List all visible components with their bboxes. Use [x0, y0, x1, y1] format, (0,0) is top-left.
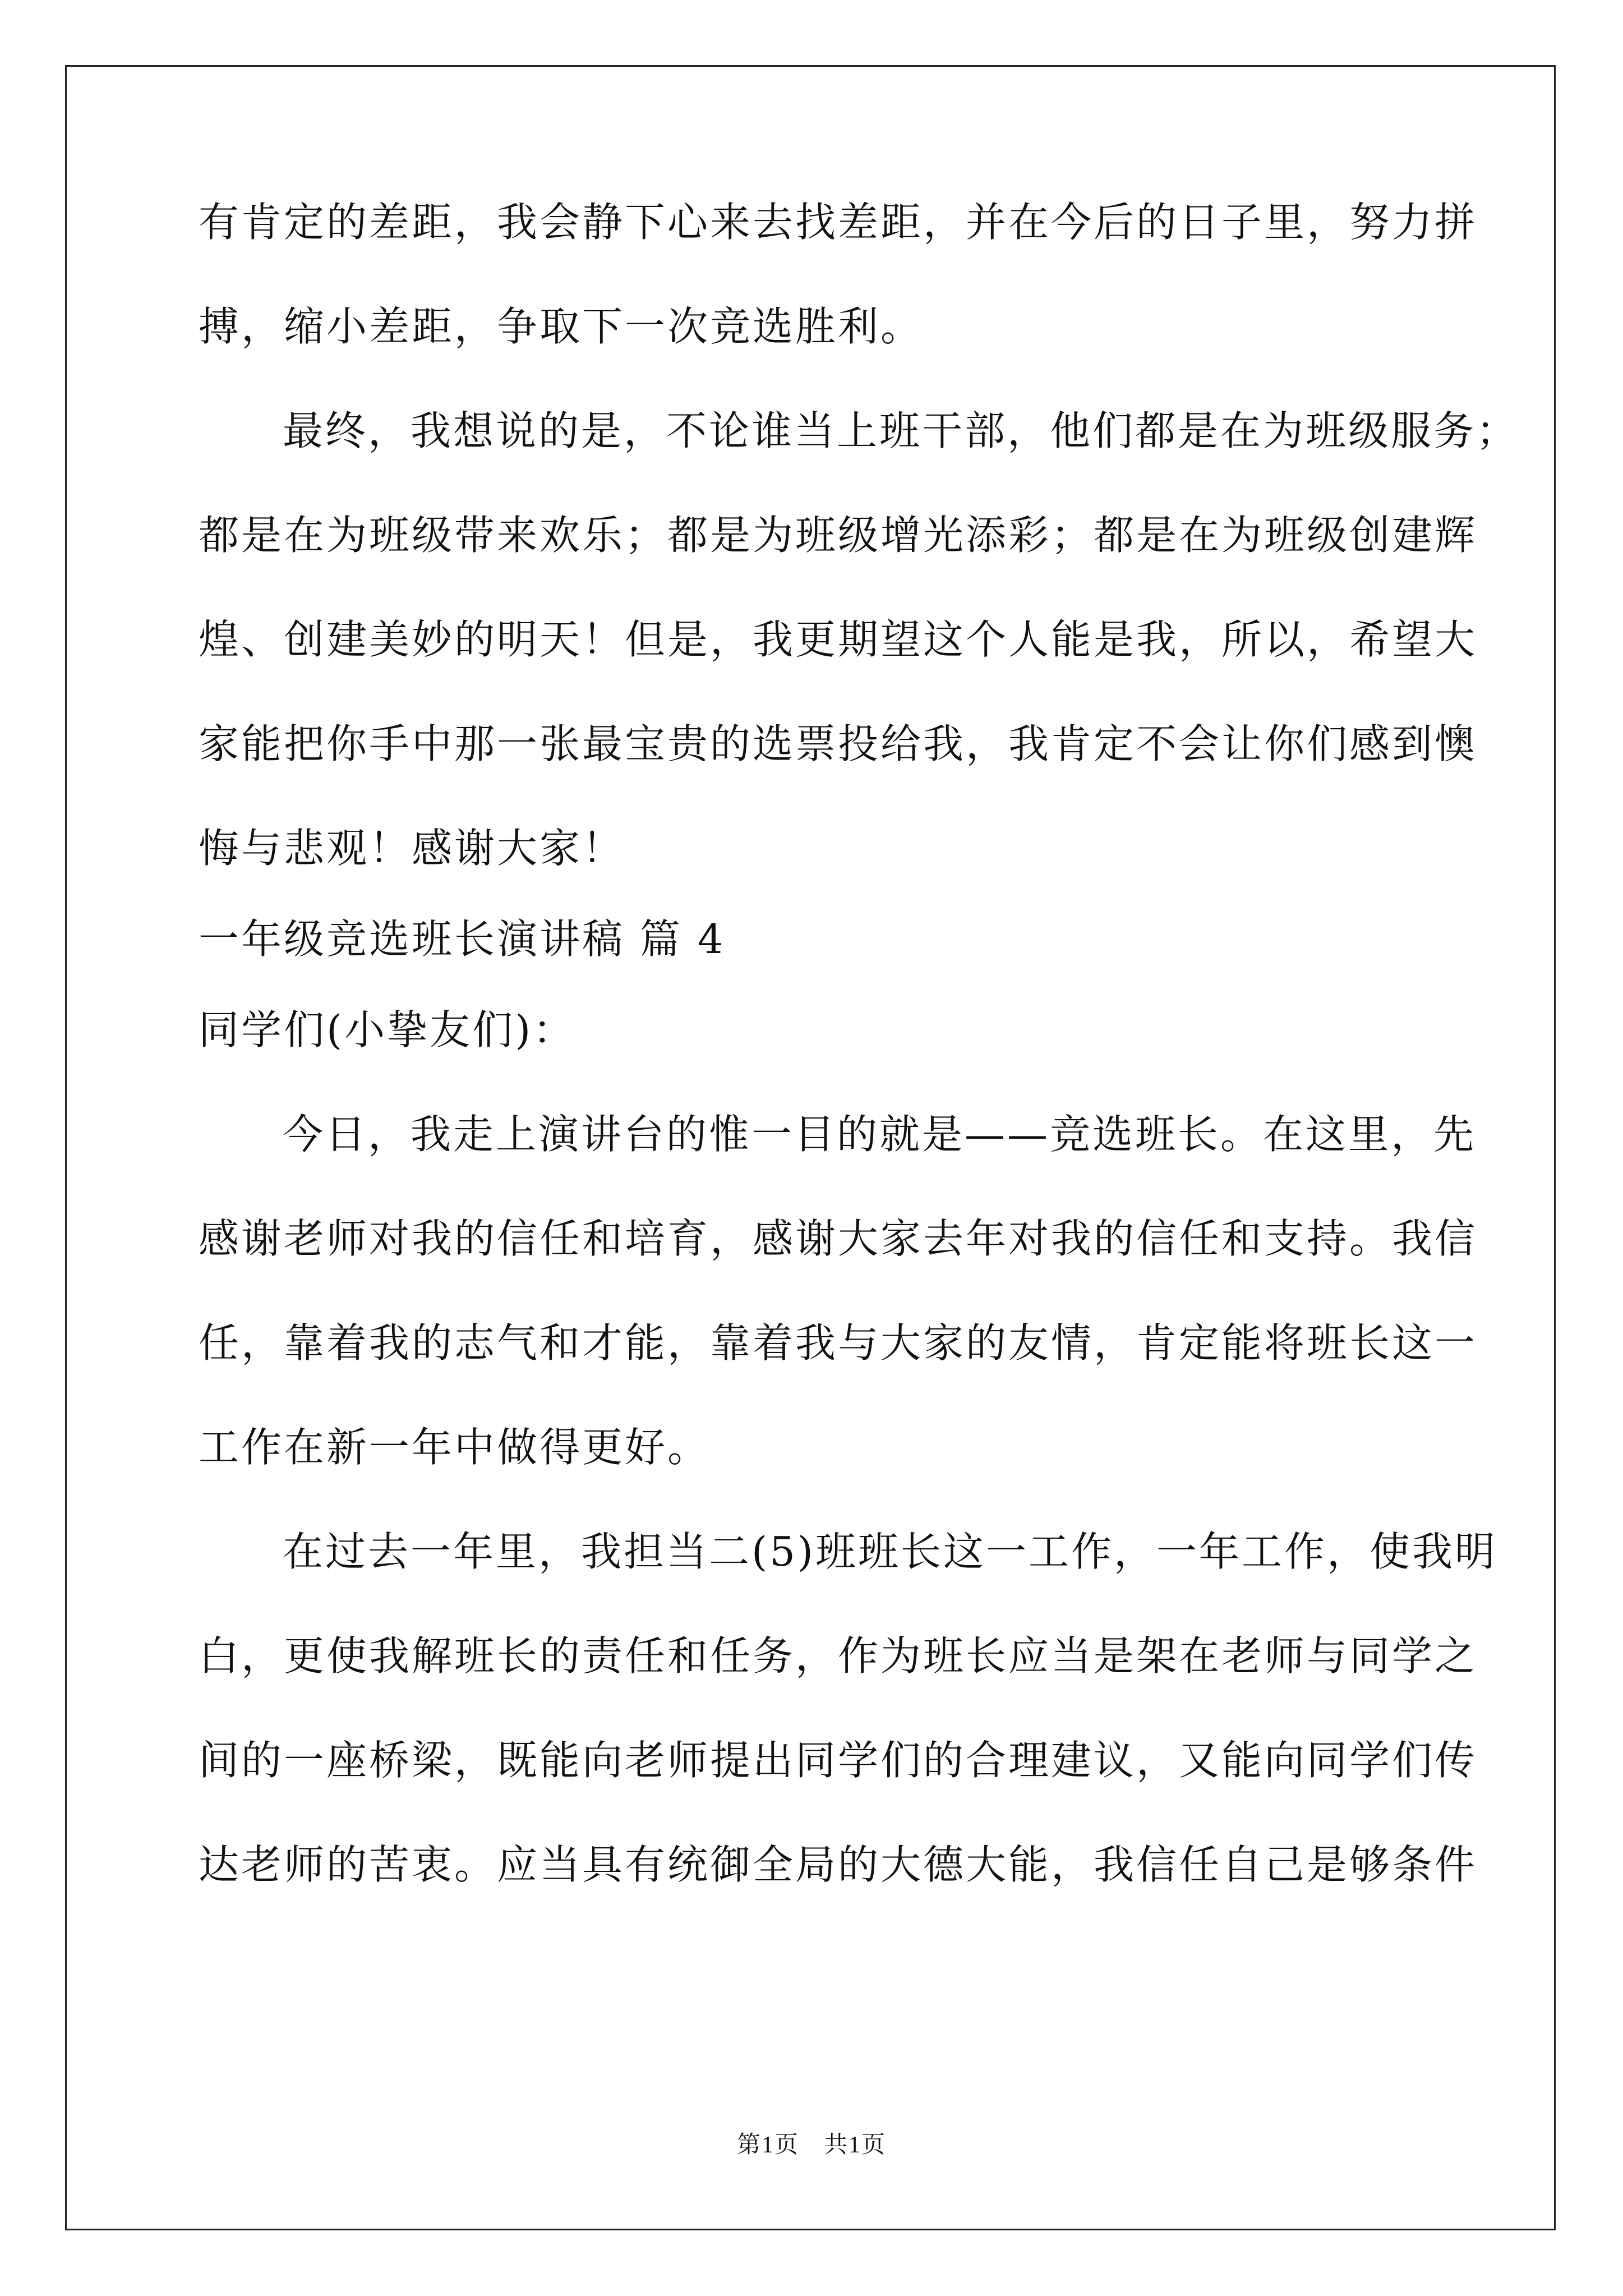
paragraph-line: 间的一座桥梁，既能向老师提出同学们的合理建议，又能向同学们传: [199, 1737, 1478, 1784]
salutation: 同学们(小挚友们)：: [199, 1006, 576, 1053]
document-body: [199, 196, 1519, 1943]
paragraph-line: 白，更使我解班长的责任和任务，作为班长应当是架在老师与同学之: [199, 1632, 1478, 1680]
page-footer: 第1页 共1页: [736, 2132, 886, 2158]
paragraph-line: 达老师的苦衷。应当具有统御全局的大德大能，我信任自己是够条件: [199, 1841, 1478, 1888]
paragraph-line: 任，靠着我的志气和才能，靠着我与大家的友情，肯定能将班长这一: [199, 1319, 1478, 1366]
paragraph-line: 都是在为班级带来欢乐；都是为班级增光添彩；都是在为班级创建辉: [199, 512, 1478, 559]
paragraph-line: 悔与悲观！感谢大家！: [199, 825, 625, 872]
paragraph-line: 感谢老师对我的信任和培育，感谢大家去年对我的信任和支持。我信: [199, 1215, 1478, 1262]
paragraph-line: 在过去一年里，我担当二(5)班班长这一工作，一年工作，使我明: [283, 1528, 1497, 1575]
paragraph-line: 有肯定的差距，我会静下心来去找差距，并在今后的日子里，努力拼: [199, 199, 1478, 246]
section-heading: 一年级竞选班长演讲稿 篇 4: [199, 915, 726, 963]
paragraph-line: 煌、创建美妙的明天！但是，我更期望这个人能是我，所以，希望大: [199, 616, 1478, 663]
paragraph-line: 最终，我想说的是，不论谁当上班干部，他们都是在为班级服务；: [283, 407, 1519, 454]
paragraph-line: 工作在新一年中做得更好。: [199, 1424, 711, 1471]
paragraph-line: 家能把你手中那一张最宝贵的选票投给我，我肯定不会让你们感到懊: [199, 720, 1478, 767]
paragraph-line: 搏，缩小差距，争取下一次竞选胜利。: [199, 303, 924, 350]
paragraph-line: 今日，我走上演讲台的惟一目的就是——竞选班长。在这里，先: [283, 1111, 1477, 1158]
